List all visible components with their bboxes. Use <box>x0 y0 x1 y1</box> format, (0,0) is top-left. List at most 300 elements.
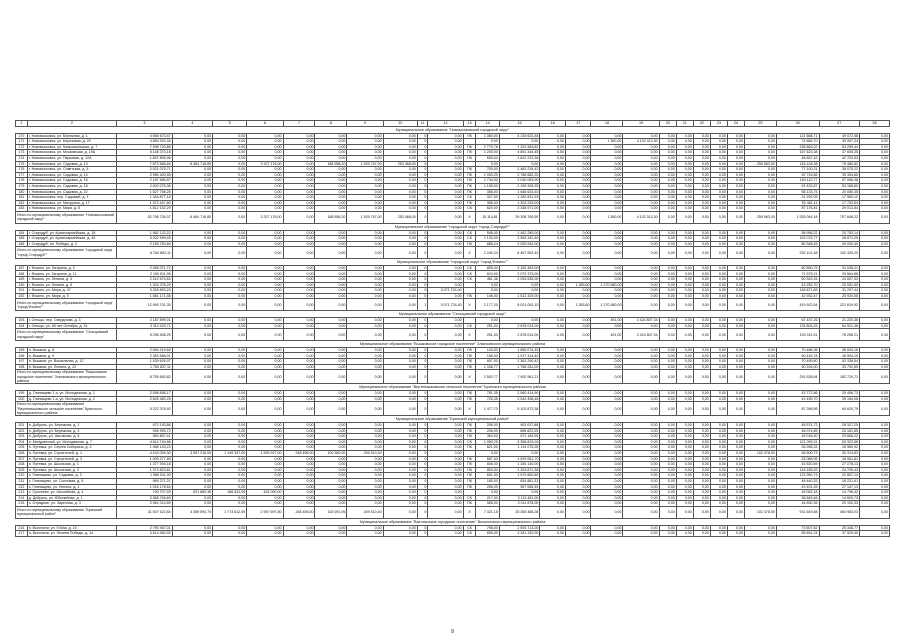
table-cell: ПК <box>463 155 476 161</box>
table-cell: 0,00 <box>659 155 676 161</box>
table-cell: 364,00 <box>476 434 499 440</box>
table-cell: 0,00 <box>744 484 776 490</box>
table-cell: 0 <box>417 364 428 370</box>
table-cell: 0,00 <box>623 265 659 271</box>
table-cell: 0,00 <box>744 195 776 201</box>
subtotal-cell: 102 425,20 <box>819 247 860 259</box>
table-cell: 0,00 <box>710 189 727 195</box>
table-cell: 6 464 716,80 <box>172 161 213 167</box>
table-cell: 1 324 276,29 <box>117 282 172 288</box>
table-cell: 0,00 <box>428 467 463 473</box>
subtotal-cell: 0,00 <box>744 402 776 416</box>
table-cell: 2 214 674,64 <box>117 277 172 283</box>
table-cell: 805,00 <box>476 265 499 271</box>
table-cell: 0,00 <box>860 172 890 178</box>
table-cell: 1 155,00 <box>476 183 499 189</box>
column-number: 18 <box>591 121 623 127</box>
table-cell: 0 <box>417 359 428 365</box>
table-cell: 2 338 971,00 <box>499 206 540 212</box>
subtotal-cell: 2 957 697,80 <box>247 506 283 518</box>
table-cell: 0,00 <box>860 200 890 206</box>
table-cell: СК <box>463 230 476 236</box>
table-cell: 70 499,80 <box>776 359 819 365</box>
table-cell: 0,00 <box>213 434 247 440</box>
table-cell: 5 148 373,18 <box>117 150 172 156</box>
subtotal-cell: 0,00 <box>315 370 347 384</box>
subtotal-cell: 0,00 <box>565 247 591 259</box>
table-cell: 0,00 <box>247 172 283 178</box>
subtotal-cell: 221 619,92 <box>819 299 860 311</box>
table-cell: 0,00 <box>540 265 566 271</box>
table-cell: 0,00 <box>283 490 315 496</box>
table-cell: 0,00 <box>860 167 890 173</box>
table-cell: 461,36 <box>476 277 499 283</box>
table-cell: 0,00 <box>860 359 890 365</box>
table-cell: 25 456,73 <box>819 391 860 397</box>
table-cell: 0,00 <box>347 271 383 277</box>
address-cell: г. Новомосковск, ул. Садовая, д. 22 <box>27 189 117 195</box>
table-cell: 0,00 <box>659 501 676 507</box>
table-cell: 0,00 <box>727 200 744 206</box>
table-cell: 0,00 <box>565 353 591 359</box>
table-cell: 0,00 <box>744 200 776 206</box>
subtotal-cell: 0,00 <box>247 370 283 384</box>
table-cell: 14 600,73 <box>819 495 860 501</box>
table-cell: 0,00 <box>565 439 591 445</box>
subtotal-cell: 0,00 <box>315 247 347 259</box>
table-cell: 73 607,52 <box>776 525 819 531</box>
table-cell: 0,00 <box>383 178 417 184</box>
table-cell: 0,00 <box>540 144 566 150</box>
table-cell: 0,00 <box>283 323 315 329</box>
table-cell: 0,00 <box>347 462 383 468</box>
table-cell: ПК <box>463 150 476 156</box>
table-cell: 3 614 982,93 <box>117 531 172 537</box>
table-cell: 2 770,76 <box>476 144 499 150</box>
table-cell: 1 000,20 <box>476 172 499 178</box>
subtotal-label: Итого по муниципальному образованию "Вертелишковское сельское поселение" Брянского муниципального района <box>16 402 117 416</box>
table-cell: 0,00 <box>693 318 710 324</box>
table-cell: 0,00 <box>727 178 744 184</box>
subtotal-cell: 0,00 <box>247 329 283 341</box>
table-cell: 0,00 <box>710 456 727 462</box>
subtotal-cell: 0,00 <box>623 370 659 384</box>
table-cell: 0,00 <box>693 495 710 501</box>
table-cell: 0,00 <box>676 241 693 247</box>
table-cell: 0 <box>417 277 428 283</box>
municipality-title: Муниципальное образование "Новомосковский городской округ" <box>16 127 890 134</box>
table-cell: 0,00 <box>860 241 890 247</box>
column-number: 2 <box>27 121 117 127</box>
table-cell: 1 812 222,36 <box>499 155 540 161</box>
municipality-heading <box>16 416 890 423</box>
table-cell: 0,00 <box>565 293 591 299</box>
table-cell: 0,00 <box>283 423 315 429</box>
table-cell: 0,00 <box>347 445 383 451</box>
table-cell: 0,00 <box>591 277 623 283</box>
table-cell: 1 847 895,96 <box>117 155 172 161</box>
table-cell: 0,00 <box>540 353 566 359</box>
table-cell: 0,00 <box>540 473 566 479</box>
table-cell: 0,00 <box>727 183 744 189</box>
table-cell: 1 986 511,90 <box>117 473 172 479</box>
address-cell: г. Новомосковск, ул. Советская, д. 5 <box>27 167 117 173</box>
subtotal-cell: 0,00 <box>710 370 727 384</box>
table-cell: 0,00 <box>744 359 776 365</box>
table-cell: 0,00 <box>347 172 383 178</box>
table-cell: 2 011 876,00 <box>499 501 540 507</box>
table-cell: 0,00 <box>727 434 744 440</box>
table-cell: 0,00 <box>676 434 693 440</box>
table-cell: 0,00 <box>172 206 213 212</box>
table-cell: 0,00 <box>540 495 566 501</box>
table-cell: 0,00 <box>727 467 744 473</box>
table-cell: 0,00 <box>623 282 659 288</box>
table-cell: 0,00 <box>383 423 417 429</box>
table-cell: 71 575,21 <box>776 271 819 277</box>
column-number: 10 <box>383 121 417 127</box>
table-cell: 4 356 819,00 <box>499 439 540 445</box>
table-cell: 0,00 <box>727 236 744 242</box>
table-cell: 0,00 <box>623 495 659 501</box>
table-cell: 7 291 583,82 <box>499 144 540 150</box>
table-cell: 0,00 <box>659 323 676 329</box>
table-cell: 134 804,25 <box>776 323 819 329</box>
table-cell: 0,00 <box>428 353 463 359</box>
subtotal-cell: 110 091,06 <box>315 506 347 518</box>
table-cell: 0,00 <box>172 271 213 277</box>
subtotal-cell: 12 995 701,35 <box>117 299 172 311</box>
table-cell: 80 948,49 <box>776 241 819 247</box>
subtotal-cell: 2 552,77 <box>476 370 499 384</box>
table-cell: 4 614 740,88 <box>117 439 172 445</box>
table-cell: 0,00 <box>693 133 710 139</box>
table-cell: 0,00 <box>623 144 659 150</box>
table-cell: 194 <box>16 323 28 329</box>
table-cell: ПК <box>463 445 476 451</box>
table-cell: 0,00 <box>172 495 213 501</box>
table-cell: 191 <box>16 288 28 294</box>
address-cell: г. Фокино, ул. Мира, д. 5 <box>27 293 117 299</box>
table-cell: 0,00 <box>247 178 283 184</box>
subtotal-row <box>16 299 890 311</box>
table-cell: 0,00 <box>659 265 676 271</box>
table-cell: 0,00 <box>247 353 283 359</box>
table-cell: 0,00 <box>347 473 383 479</box>
table-cell: 0,00 <box>347 265 383 271</box>
table-cell: 0 <box>417 206 428 212</box>
table-cell: 0,00 <box>428 230 463 236</box>
subtotal-cell: 0,00 <box>347 402 383 416</box>
table-cell: 0,00 <box>428 347 463 353</box>
table-cell: 0,00 <box>172 133 213 139</box>
table-cell: 31 038,21 <box>819 265 860 271</box>
table-cell: 0,00 <box>676 288 693 294</box>
table-cell: 0,00 <box>744 144 776 150</box>
table-cell: 0,00 <box>172 484 213 490</box>
subtotal-cell: 491,00 <box>591 329 623 341</box>
table-cell: 0,00 <box>659 133 676 139</box>
subtotal-cell: 4 369 594,70 <box>172 506 213 518</box>
table-cell: 0,00 <box>283 525 315 531</box>
table-cell: 0,00 <box>676 139 693 145</box>
table-cell: 0,00 <box>591 525 623 531</box>
column-number: 16 <box>540 121 566 127</box>
subtotal-cell: 0 <box>417 370 428 384</box>
table-cell: 546,00 <box>476 230 499 236</box>
table-cell: 0,00 <box>727 495 744 501</box>
table-cell: 171 <box>16 139 28 145</box>
table-cell: 521 860,36 <box>172 490 213 496</box>
table-cell: 1 539 927,00 <box>247 450 283 456</box>
municipality-title: Муниципальное образование "городской округ "город Фокино"" <box>16 259 890 266</box>
table-cell: 0,00 <box>283 133 315 139</box>
table-cell: 1 856 074,40 <box>499 347 540 353</box>
table-cell: 0,00 <box>591 230 623 236</box>
table-cell: 0,00 <box>591 495 623 501</box>
table-cell: 148 871,69 <box>776 288 819 294</box>
table-cell: 0,00 <box>428 161 463 167</box>
table-cell: 0,00 <box>213 230 247 236</box>
table-cell: 2 543 458,48 <box>499 396 540 402</box>
table-cell: 0,00 <box>659 150 676 156</box>
table-cell: 0,00 <box>283 150 315 156</box>
table-cell: 0,00 <box>540 230 566 236</box>
table-cell: 0,00 <box>659 490 676 496</box>
table-cell: 0,00 <box>676 318 693 324</box>
table-cell: 0,00 <box>727 450 744 456</box>
subtotal-row <box>16 247 890 259</box>
subtotal-cell: 2 424 807,34 <box>623 329 659 341</box>
table-cell: 2 625 480,25 <box>117 396 172 402</box>
table-cell: 0,00 <box>383 195 417 201</box>
table-cell: 0,00 <box>727 456 744 462</box>
table-cell: 24 607,33 <box>819 277 860 283</box>
subtotal-cell: 3 071 724,40 <box>428 299 463 311</box>
table-cell: 0,00 <box>591 200 623 206</box>
table-cell: 1 270 580,00 <box>591 282 623 288</box>
table-cell: 0,00 <box>693 473 710 479</box>
table-cell: 0,00 <box>744 495 776 501</box>
table-cell: 0,00 <box>213 318 247 324</box>
table-cell: 0,00 <box>213 439 247 445</box>
table-cell: 2 786 682,20 <box>499 172 540 178</box>
table-cell: 0,00 <box>693 271 710 277</box>
table-cell: 0,00 <box>428 478 463 484</box>
table-cell: 0,00 <box>172 265 213 271</box>
table-cell: 0 <box>417 323 428 329</box>
table-cell: 0,00 <box>499 161 540 167</box>
table-cell: 179 <box>16 183 28 189</box>
table-cell: 0,00 <box>247 293 283 299</box>
column-number: 22 <box>693 121 710 127</box>
table-cell: 0,00 <box>591 167 623 173</box>
table-row <box>16 531 890 537</box>
table-cell: 0,00 <box>693 456 710 462</box>
table-cell: 0,00 <box>499 490 540 496</box>
table-cell: 0,00 <box>172 293 213 299</box>
table-cell: 0,00 <box>540 531 566 537</box>
address-cell: г. Новомосковск, ул. Бережная, д. 1 <box>27 133 117 139</box>
subtotal-cell: 249 410,40 <box>347 506 383 518</box>
table-cell: 0,00 <box>315 206 347 212</box>
table-cell: 0,00 <box>727 501 744 507</box>
table-cell: 0,00 <box>247 495 283 501</box>
table-cell: 0,00 <box>693 439 710 445</box>
capital-repair-table <box>15 120 890 537</box>
table-cell: ПК <box>463 428 476 434</box>
table-cell: 945 999,72 <box>117 428 172 434</box>
table-cell: 42 703,53 <box>819 155 860 161</box>
address-cell: п. Вышков, д. 8 <box>27 347 117 353</box>
table-cell: 0,00 <box>744 230 776 236</box>
table-cell: 0,00 <box>315 189 347 195</box>
table-cell: 0,00 <box>727 155 744 161</box>
table-cell: 0,00 <box>591 241 623 247</box>
table-cell: 0,00 <box>693 241 710 247</box>
table-cell: 0,00 <box>213 495 247 501</box>
subtotal-cell: 0,00 <box>659 506 676 518</box>
subtotal-cell: 52 798 728,37 <box>117 211 172 223</box>
table-cell: 0,00 <box>428 391 463 397</box>
table-cell: 0,00 <box>676 189 693 195</box>
table-cell: 0,00 <box>540 241 566 247</box>
table-cell: 0,00 <box>247 525 283 531</box>
subtotal-cell: 0,00 <box>860 402 890 416</box>
table-cell: 0,00 <box>860 288 890 294</box>
table-cell: 0,00 <box>565 423 591 429</box>
table-cell: 0,00 <box>383 323 417 329</box>
subtotal-cell: 0,00 <box>315 402 347 416</box>
table-cell: 43 401,26 <box>776 484 819 490</box>
table-cell: 0,00 <box>172 364 213 370</box>
subtotal-cell: 5 103 873,38 <box>499 402 540 416</box>
table-cell: 0,00 <box>347 359 383 365</box>
table-cell: 143,00 <box>476 347 499 353</box>
table-cell: 210 <box>16 473 28 479</box>
table-cell: 0,00 <box>744 293 776 299</box>
table-cell: 606,00 <box>476 462 499 468</box>
table-cell: 491,00 <box>591 318 623 324</box>
table-cell: 0,00 <box>623 271 659 277</box>
table-cell: 197 <box>16 359 28 365</box>
table-cell: ПК <box>463 133 476 139</box>
table-cell: 0,00 <box>693 423 710 429</box>
table-cell: 0,00 <box>347 323 383 329</box>
table-cell: 20 100,33 <box>819 501 860 507</box>
table-cell: 0,00 <box>172 277 213 283</box>
table-cell: 0,00 <box>710 167 727 173</box>
table-cell: 0,00 <box>213 353 247 359</box>
table-cell: 0,00 <box>744 423 776 429</box>
table-cell: 0,00 <box>540 364 566 370</box>
table-cell: 0,00 <box>693 359 710 365</box>
table-cell: 0,00 <box>744 277 776 283</box>
subtotal-label: Итого по муниципальному образованию "Брянский муниципальный район" <box>16 506 117 518</box>
table-cell: 0,00 <box>860 189 890 195</box>
table-cell: 0,00 <box>347 241 383 247</box>
table-cell: 0,00 <box>860 473 890 479</box>
table-cell: 0,00 <box>499 288 540 294</box>
table-cell: 0,00 <box>347 495 383 501</box>
table-cell: 0,00 <box>744 133 776 139</box>
table-cell: 0,00 <box>540 323 566 329</box>
table-cell: 0,00 <box>744 396 776 402</box>
table-cell: 0 <box>417 271 428 277</box>
subtotal-cell: 0,00 <box>347 247 383 259</box>
table-cell: СК <box>463 236 476 242</box>
table-cell: 0,00 <box>727 195 744 201</box>
table-cell: 209 <box>16 467 28 473</box>
table-cell: 58 956,22 <box>776 230 819 236</box>
table-cell: 70 486,36 <box>776 347 819 353</box>
table-cell: 0,00 <box>213 139 247 145</box>
table-cell: 0,00 <box>565 178 591 184</box>
table-cell: 1 377 939,18 <box>117 462 172 468</box>
table-cell: 0,00 <box>347 531 383 537</box>
table-cell: 630,00 <box>476 155 499 161</box>
table-cell: 0,00 <box>623 490 659 496</box>
table-cell: 2 150 611,95 <box>117 271 172 277</box>
table-cell: ПК <box>463 183 476 189</box>
table-cell: 0,00 <box>283 364 315 370</box>
subtotal-cell: 15 114,81 <box>476 211 499 223</box>
table-cell: 0,00 <box>693 236 710 242</box>
table-cell: 0,00 <box>172 456 213 462</box>
subtotal-cell: 0,00 <box>659 299 676 311</box>
table-cell: 53 166,60 <box>819 183 860 189</box>
subtotal-cell: 0,00 <box>659 402 676 416</box>
table-cell: 0,00 <box>591 161 623 167</box>
table-cell: 0,00 <box>591 396 623 402</box>
table-cell: 969 271,21 <box>117 478 172 484</box>
table-cell: 0,00 <box>315 236 347 242</box>
table-cell: 0,00 <box>347 439 383 445</box>
table-cell: 0,00 <box>676 364 693 370</box>
address-cell: г. Новомосковск, ул. Садовая, д. 14 <box>27 172 117 178</box>
table-cell: 0,00 <box>623 525 659 531</box>
address-cell: г. Новомосковск, ул. Березовая, д. 20 <box>27 139 117 145</box>
table-cell: 0,00 <box>676 490 693 496</box>
table-cell: 0,00 <box>591 462 623 468</box>
table-cell: 0,00 <box>315 434 347 440</box>
column-number: 25 <box>744 121 776 127</box>
table-cell: 0,00 <box>693 525 710 531</box>
subtotal-cell: 0,00 <box>727 506 744 518</box>
table-cell: 0,00 <box>499 139 540 145</box>
table-cell: 0,00 <box>591 391 623 397</box>
table-cell: 0,00 <box>710 236 727 242</box>
table-cell: 0,00 <box>247 189 283 195</box>
municipality-heading <box>16 259 890 266</box>
subtotal-cell: 0,00 <box>428 247 463 259</box>
table-cell: 0,00 <box>676 271 693 277</box>
table-cell: 17 560,12 <box>819 195 860 201</box>
table-cell: 0 <box>417 525 428 531</box>
table-cell: 2 072 373,00 <box>499 271 540 277</box>
table-cell: 0,00 <box>659 139 676 145</box>
table-cell: 0,00 <box>727 359 744 365</box>
table-cell: 0,00 <box>383 236 417 242</box>
table-cell: 1 760 837,11 <box>117 364 172 370</box>
table-cell: 0,00 <box>710 495 727 501</box>
table-cell: 174 <box>16 155 28 161</box>
subtotal-cell: 931 649,88 <box>776 506 819 518</box>
table-cell: 0,00 <box>540 484 566 490</box>
table-cell: 0,00 <box>476 161 499 167</box>
table-cell: 0,00 <box>591 478 623 484</box>
table-cell: 1 016 178,64 <box>117 484 172 490</box>
